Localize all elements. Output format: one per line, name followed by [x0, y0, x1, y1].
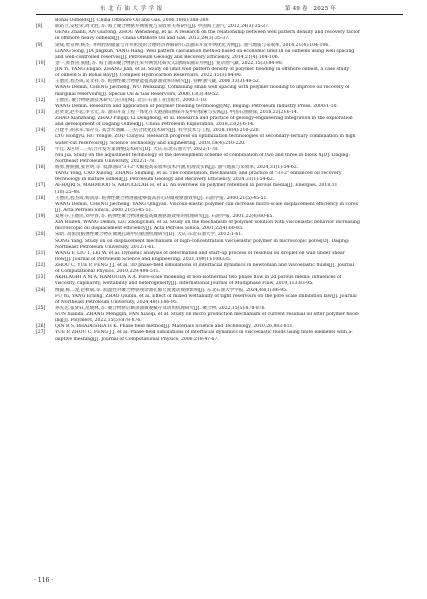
reference-text-line: 王德民. 聚合物驱油技术研究与应用[M]. 北京:石油工业出版社, 2000:1-10. — [55, 97, 208, 103]
reference-item — [34, 183, 402, 195]
reference-text-line: QIN R S, BHADESHIA H K. Phase field method[J]. Materials Science and Technology, 2010,26,803-811. — [55, 324, 294, 330]
reference-number: [13] — [36, 109, 46, 115]
reference-text-line: ZHOU C, YUE P, FENG J J, et al. 3D phase-field simulations of interfacial dynamics in newtonian and viscoelastic fluids[J]. Journal — [55, 263, 355, 268]
reference-item — [34, 288, 402, 306]
reference-number: [18] — [36, 195, 46, 201]
reference-item — [34, 147, 402, 165]
reference-number: [24] — [36, 287, 46, 293]
reference-item — [34, 98, 402, 110]
reference-text-line: GENG Zhanli, AN Guirong, ZHOU Wensheng, et al. A research on the relationship between well pattern density and recovery factor — [55, 30, 361, 36]
reference-text-line: microscopic oil displacement efficiency[J]. Acta Petrolei Sinica, 2001,22(4):60-65. — [55, 226, 244, 232]
reference-text-line: 梁成,贾京坤,杨杰. 井网控制储量与开井密度的合理经济界限研究:以油田开发井网优化为例[J]. 油气地质与采收率, 2014,21(4):104-106. — [55, 42, 330, 48]
reference-text-line: 傅毅,杨二龙,赵秋斌,等. 润湿性对聚合物驱残余油孔隙尺度流动规律影响[J]. 东北石油大学学报, 2024,48(1):86-95. — [55, 287, 288, 293]
reference-item — [34, 306, 402, 324]
reference-text-line: 孙先达,张梦钰,范晓林,等. 聚合物驱后剩余油微观赋存及动用机理研究[J]. 聚合物, 2022,15(5):878-876. — [55, 305, 266, 311]
reference-text-line: 金一,黄香涛,张健,等. 海上油田聚合物驱注采井网优化研究:以渤海S油田为例[J]. 复杂油气藏, 2022,15(3):84-90. — [55, 60, 284, 66]
reference-text-line: Northeast Petroleum University, 2012:1-61. — [55, 244, 156, 250]
reference-number: [19] — [36, 214, 46, 219]
reference-item — [34, 275, 402, 287]
reference-text-line: ZHAO Xianzhang, ZHAO Pingqi, LI Donghong, et al. Research and practice of geology-engineering integration in the exploration — [55, 116, 353, 121]
reference-number: [9] — [36, 42, 43, 48]
reference-text-line: ing[J]. Polymers, 2022,15(5):878-876. — [55, 318, 142, 324]
reference-text-line: (10):25-48. — [55, 189, 81, 195]
reference-text-line: water-cut reservoirs[J]. Science Technology and Engineering, 2018,18(4):210-220. — [55, 140, 246, 146]
reference-item — [34, 79, 402, 97]
reference-item — [34, 263, 402, 275]
reference-item — [34, 196, 402, 214]
reference-item — [34, 110, 402, 128]
reference-item — [34, 43, 402, 61]
reference-number: [11] — [36, 79, 46, 85]
reference-item — [34, 330, 402, 342]
reference-item — [34, 251, 402, 263]
reference-number: [8] — [36, 24, 43, 30]
reference-item — [34, 165, 402, 183]
reference-text-line: WANG F, LIU T, LEI W, et al. Dynamic analysis of deformation and start-up process of residual oil droplet on wall under shear — [55, 250, 345, 256]
reference-number: [12] — [36, 97, 46, 103]
reference-text-line: daptive meshing[J]. Journal of Computational Physics, 2006,219:47-67. — [55, 336, 219, 342]
reference-number: [23] — [36, 275, 46, 281]
reference-list — [34, 18, 402, 343]
reference-number: [21] — [36, 250, 46, 256]
reference-number: [16] — [36, 165, 46, 170]
reference-text-line: LIANG Song, JIA Jingkun, YANG Hang. Well pattern calculation method based on economic limit in oil oilfields using well spacing — [55, 48, 355, 54]
reference-text-line: 夏惠芬,王德民,刘中春,等. 粘弹性聚合物溶液提高微观驱油效率的机理研究[J]. 石油学报, 2001,22(4):60-65. — [55, 214, 274, 219]
reference-text-line: XIA Huifen, WANG Demin, LIU Zhongchun, et al. Study on the mechanism of polymer solution with viscoelastic behavior increasing — [55, 220, 360, 226]
reference-text-line: WANG Demin. Research and application of polymer flooding technology[M]. Beijing: Petroleum Industry Press, 2000:1-10. — [55, 103, 338, 109]
reference-text-line: 杨勇,曹曲曲,张世明,等. 低渗油田"3+2"大幅提高采收率技术内涵,机理及实践[J]. 油气地质与采收率, 2024,31(1):54-62. — [55, 165, 299, 170]
reference-text-line: 赵贤龙,赵平起,李立宏,等. 油田开发工程一体化在大港油田勘探开发中的探索与实践[J]. 中国石油勘探, 2018,23(2):6-14. — [55, 109, 299, 115]
reference-text-line: Niu Jia. Study on the adjustment technology of the development scheme of combination of two and three in block X[D]. Daqing: — [55, 152, 350, 158]
header-rule — [36, 14, 403, 15]
reference-text-line: 牛佳. X区块二三结合开发方案调整技术研究[D]. 大庆:东北石油大学, 2022:1-78. — [55, 146, 219, 152]
reference-text-line: viscosity, capillarity, wettability and heterogeneity[J]. International Journal of Multiphase Flow, 2019,113:83-95. — [55, 281, 314, 287]
reference-text-line: SONG Yang. Study on oil displacement mechanism of high-concentration viscoelastic polymer in microscopic pores[D]. Daqing: — [55, 238, 350, 244]
reference-text-line: WANG Demin, CHENG Jiecheng, WU Wenxiang. Combining small well spacing with polymer flooding to improve oil recovery of — [55, 85, 350, 91]
reference-text-line: 耿站立,安桂荣,周文胜,等. 海上聚合物驱井网密度与采收率关系研究[J]. 中国海上油气, 2012,24(3):35-37. — [55, 24, 270, 30]
reference-text-line: in offshore heavy oilfields[J]. China Offshore Oil and Gas, 2012,24(3):35-37. — [55, 36, 230, 42]
reference-text-line: technology in mature oilfield[J]. Petroleum Geology and Recovery Efficiency, 2024,31(1):54-62. — [55, 177, 275, 183]
reference-text-line: of oilfield S in Bohai Bay[J]. Complex Hydrocarbon Reservoirs, 2022,15(3):84-90. — [55, 73, 243, 79]
reference-item — [34, 214, 402, 232]
reference-number: [25] — [36, 305, 46, 311]
reference-text-line: AKHLAGHI A M A, HAMOUDA A A. Pore-scale modeling of non-isothermal two phase flow in 2d porous media: influences of — [55, 275, 342, 281]
reference-text-line: FU Yu, YANG Erlong, ZHAO Qiubin, et al. Effect of mixed wettability of tight reservoirs on the pore scale imbibition law[J]. Journal — [55, 293, 357, 299]
reference-number: [26] — [36, 324, 46, 330]
running-header — [0, 0, 427, 18]
journal-title: 东 北 石 油 大 学 学 报 — [100, 6, 163, 12]
reference-number: [22] — [36, 263, 46, 268]
reference-text-line: YUE P, ZHOU C, FENG J J, et al. Phase-field simulations of interfacial dynamics in viscoelastic fluids using finite elements with a- — [55, 330, 353, 336]
reference-item — [34, 232, 402, 250]
reference-text-line: LYU Hongyu, HU Yongle, ZOU Cunyou. Research progress on optimization technologies of secondary-tertiary combination in high — [55, 134, 356, 140]
reference-text-line: flow[J]. Journal of Petroleum Science and Engineering, 2021,199(1):108335. — [55, 256, 232, 262]
reference-text-line: [J]. Acta Petrolei Sinica, 2000,21(5):45-51. — [55, 207, 153, 213]
reference-text-line: marginal reservoirs[J]. Special Oil & Gas Reservoirs, 2006,13(3):49-52. — [55, 91, 220, 97]
reference-number: [10] — [36, 60, 46, 66]
reference-text-line: 吕建平,胡永乐,邹存友. 高含水油藏二三结合优化技术研究[J]. 科学技术与工程, 2018,18(4):210-220. — [55, 128, 261, 134]
reference-item — [34, 61, 402, 79]
reference-text-line: of Computational Physics, 2010,229:498-511. — [55, 269, 161, 275]
reference-text-line: and well-controlled reserves[J]. Petroleum Geology and Recovery Efficiency, 2014,21(4):104-106. — [55, 54, 280, 60]
page-number: · 116 · — [34, 577, 54, 584]
reference-text-line: YANG Yong, CAO Xulong, ZHANG Shiming, et al. The connotation, mechanism, and practice of "3+2" enhanced oil recovery — [55, 171, 342, 177]
reference-item — [34, 24, 402, 42]
reference-item — [34, 128, 402, 146]
reference-text-line: Al-HAJRI S, MAHMOOD S, ABDULELAH H, et al. An overview on polymer retention in porous media[J]. Energies, 2018,11 — [55, 183, 338, 189]
reference-text-line: SUN Xianda, ZHANG Mengqin, FAN Xiaoqi, et al. Study on micro production mechanism of current residual oil after polymer flood- — [55, 312, 360, 317]
reference-number: [15] — [36, 146, 46, 152]
volume-year: 第 49 卷 2025 年 — [285, 6, 337, 12]
reference-number: [14] — [36, 128, 46, 134]
reference-text-line: Northeast Petroleum University, 2022:1-78. — [55, 158, 156, 164]
reference-text-line: WANG Demin, CHENG Jiecheng, YANG Qingyan. Viscous-elastic polymer can increase micro-scale displacement efficiency in cores — [55, 201, 358, 207]
reference-text-line: 宋昭. 高浓度粘弹性聚合物在微观孔隙中的驱油机理研究[D]. 大庆:东北石油大学, 2012:1-61. — [55, 232, 243, 238]
reference-number: [27] — [36, 330, 46, 336]
reference-number: [17] — [36, 183, 46, 189]
reference-text-line: Bohai Oilfields[J]. China Offshore Oil and Gas, 2006,18(6):388-389. — [55, 18, 210, 23]
reference-number: [20] — [36, 232, 46, 238]
reference-text-line: 王德民,程杰成,吴文祥,等. 粘弹性聚合物驱能提高驱油效率的研究[J]. 特种油气藏, 2006,13(3):49-52. — [55, 79, 261, 85]
reference-text-line: of Northeast Petroleum University, 2024,48(1):86-95. — [55, 299, 179, 305]
reference-text-line: and development of Dagang Oilfield[J]. China Petroleum Exploration, 2018,23(2):6-14. — [55, 122, 255, 128]
reference-text-line: 王德民,程杰成,杨清彦. 粘弹性聚合物溶液能够提高岩心的微观驱油效率[J]. 石油学报, 2000,21(5):45-51. — [55, 195, 268, 201]
reference-text-line: JIN Yi, YANG Engao, ZHANG Jian, et al. Study on limit well pattern density of polymer flooding in offshore oilfield, a case study — [55, 67, 350, 72]
